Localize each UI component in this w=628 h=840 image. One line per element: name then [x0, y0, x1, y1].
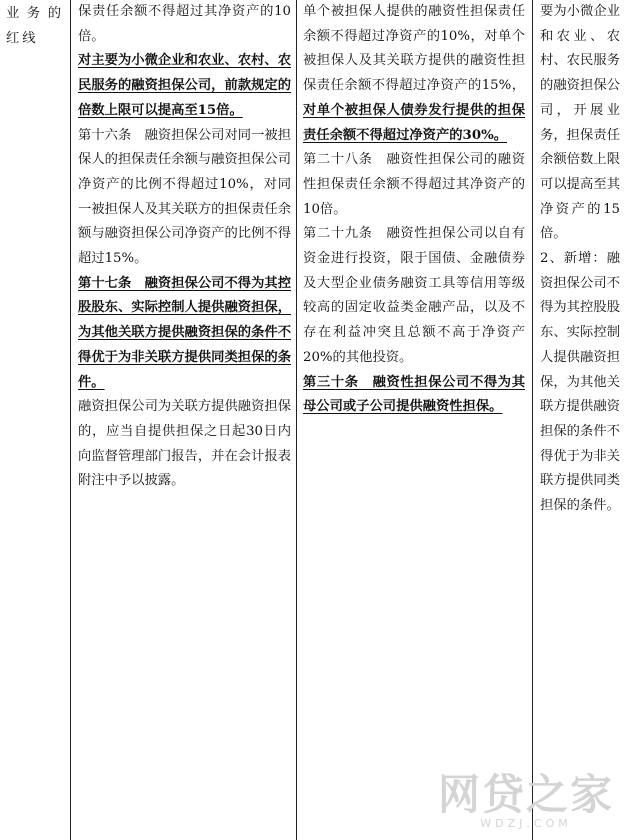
paragraph: 第二十八条 融资性担保公司的融资性担保责任余额不得超过其净资产的10倍。	[303, 152, 525, 217]
paragraph: 第十六条 融资担保公司对同一被担保人的担保责任余额与融资担保公司净资产的比例不得超过10%，对同一被担保人及其关联方的担保责任余额与融资担保公司净资产的比例不得超过15%。	[78, 127, 291, 267]
changes-cell	[540, 0, 620, 519]
bold-paragraph: 对主要为小微企业和农业、农村、农民服务的融资担保公司，前款规定的倍数上限可以提高至15倍。	[78, 53, 291, 118]
column-divider	[296, 0, 297, 840]
column-divider	[70, 0, 71, 840]
watermark-main: 网贷之家	[437, 770, 614, 819]
new-regulation-cell	[78, 0, 291, 494]
bold-paragraph: 第十七条 融资担保公司不得为其控股股东、实际控制人提供融资担保，为其他关联方提供融资担保的条件不得优于为非关联方提供同类担保的条件。	[78, 275, 291, 390]
category-text: 业务的红线	[6, 6, 64, 46]
category-cell	[6, 0, 64, 51]
paragraph	[303, 0, 525, 148]
paragraph-plain: 单个被担保人提供的融资性担保责任余额不得超过净资产的10%，对单个被担保人及其关联方提供的融资性担保责任余额不得超过净资产的15%，	[303, 4, 525, 94]
old-regulation-cell	[303, 0, 525, 420]
paragraph: 2、新增：融资担保公司不得为其控股股东、实际控制人提供融资担保，为其他关联方提供融资担保的条件不得优于为非关联方提供同类担保的条件。	[540, 251, 620, 514]
paragraph: 融资担保公司为关联方提供融资担保的，应当自提供担保之日起30日内向监督管理部门报告，并在会计报表附注中予以披露。	[78, 399, 291, 489]
paragraph-bold: 对单个被担保人债券发行提供的担保责任余额不得超过净资产的30%。	[303, 102, 525, 143]
paragraph: 保责任余额不得超过其净资产的10倍。	[78, 4, 291, 44]
paragraph: 第二十九条 融资性担保公司以自有资金进行投资，限于国债、金融债券及大型企业债务融资工具等信用等级较高的固定收益类金融产品，以及不存在利益冲突且总额不高于净资产20%的其他投资。	[303, 226, 525, 365]
paragraph: 要为小微企业和农业、农村、农民服务的融资担保公司，开展业务，担保责任余额倍数上限可以提高至其净资产的15倍。	[540, 4, 620, 242]
bold-paragraph: 第三十条 融资性担保公司不得为其母公司或子公司提供融资性担保。	[303, 374, 525, 415]
column-divider	[532, 0, 533, 840]
watermark-sub: WDZJ.COM	[480, 817, 572, 830]
